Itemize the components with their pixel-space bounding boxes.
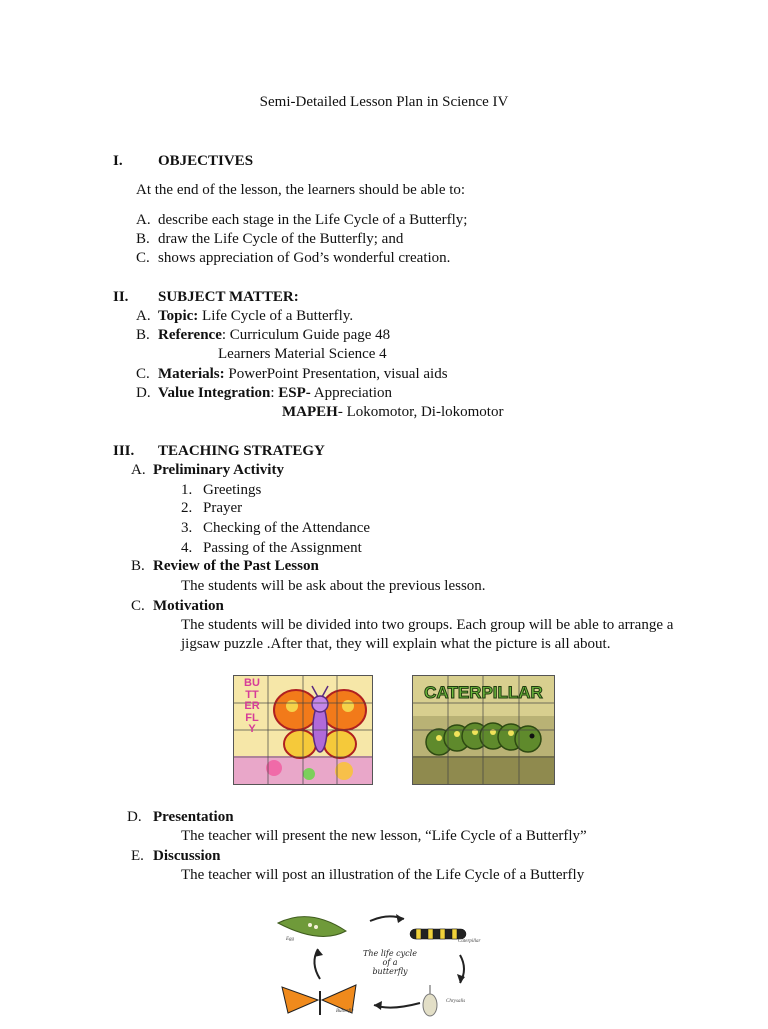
presentation-heading: Presentation [153,809,234,825]
review-text: The students will be ask about the previous lesson. [181,578,486,594]
objective-item: draw the Life Cycle of the Butterfly; and [158,231,404,247]
presentation-text: The teacher will present the new lesson, “Life Cycle of a Butterfly” [181,828,587,844]
list-number: 3. [181,520,193,536]
caterpillar-puzzle-image [412,675,555,785]
list-number: 2. [181,500,193,516]
motivation-heading: Motivation [153,598,224,614]
list-letter: A. [136,308,151,324]
list-letter: E. [131,848,144,864]
section-number-objectives: I. [113,153,123,169]
list-letter: B. [131,558,145,574]
page-title: Semi-Detailed Lesson Plan in Science IV [259,94,509,110]
motivation-text-line2: jigsaw puzzle .After that, they will explain what the picture is all about. [181,636,611,652]
list-letter: C. [136,366,150,382]
list-letter: A. [131,462,146,478]
butterfly-puzzle-image [233,675,373,785]
reference-line-2: Learners Material Science 4 [218,346,387,362]
discussion-heading: Discussion [153,848,221,864]
preliminary-heading: Preliminary Activity [153,462,284,478]
review-heading: Review of the Past Lesson [153,558,319,574]
section-number-subject: II. [113,289,129,305]
preliminary-item: Checking of the Attendance [203,520,371,536]
objectives-intro: At the end of the lesson, the learners should be able to: [136,182,466,198]
mapeh-line: MAPEH- Lokomotor, Di-lokomotor [282,404,504,420]
cycle-label-chrysalis: Chrysalis [446,999,466,1004]
list-letter: D. [127,809,142,825]
discussion-text: The teacher will post an illustration of the Life Cycle of a Butterfly [181,867,585,883]
reference-line: Reference: Curriculum Guide page 48 [158,327,391,343]
section-number-strategy: III. [113,443,135,459]
objectives-heading: OBJECTIVES [158,153,254,169]
topic-line: Topic: Life Cycle of a Butterfly. [158,308,354,324]
puzzle-word-caterpillar: CATERPILLAR [424,683,543,702]
subject-matter-heading: SUBJECT MATTER: [158,289,299,305]
cycle-label-butterfly: Butterfly [336,1009,354,1014]
materials-line: Materials: PowerPoint Presentation, visual aids [158,366,448,382]
preliminary-item: Prayer [203,500,243,516]
list-letter: A. [136,212,151,228]
preliminary-item: Passing of the Assignment [203,540,362,556]
motivation-text-line1: The students will be divided into two groups. Each group will be able to arrange a [181,617,674,633]
puzzle-word-butterfly: BUTTERFLY [244,677,260,735]
value-integration-line: Value Integration: ESP- Appreciation [158,385,393,401]
objective-item: shows appreciation of God’s wonderful creation. [158,250,451,266]
cycle-label-egg: Egg [286,937,295,942]
list-letter: B. [136,327,150,343]
cycle-center-text: The life cycle of a butterfly [363,949,417,976]
list-letter: C. [131,598,145,614]
objective-item: describe each stage in the Life Cycle of a Butterfly; [158,212,468,228]
list-letter: C. [136,250,150,266]
list-number: 1. [181,482,193,498]
list-number: 4. [181,540,193,556]
teaching-strategy-heading: TEACHING STRATEGY [158,443,325,459]
list-letter: B. [136,231,150,247]
list-letter: D. [136,385,151,401]
preliminary-item: Greetings [203,482,262,498]
cycle-label-caterpillar: Caterpillar [458,939,481,944]
life-cycle-illustration [270,905,500,1024]
